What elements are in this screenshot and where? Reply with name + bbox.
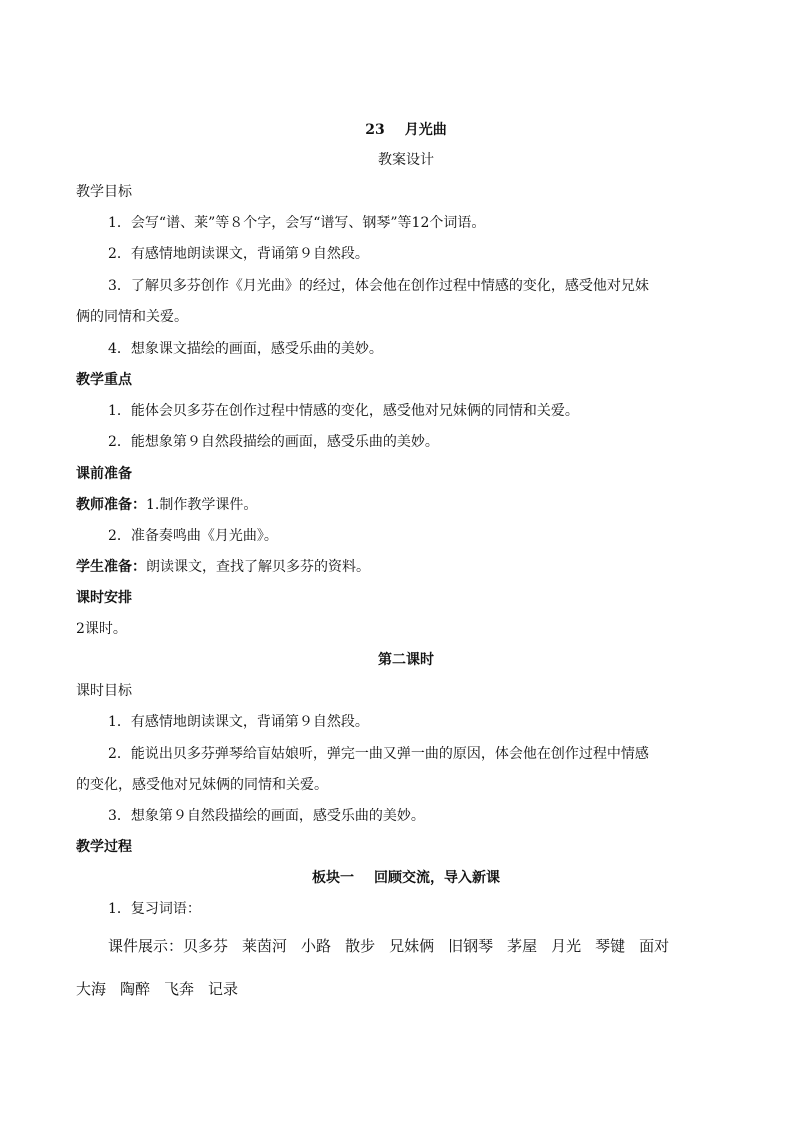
- vocabulary-word: 飞奔: [164, 980, 195, 998]
- vocabulary-word: 旧钢琴: [448, 937, 494, 955]
- teacher-preparation: [76, 495, 736, 515]
- vocabulary-word: 大海: [76, 980, 107, 998]
- teacher-preparation-item-1: 1.制作教学课件。: [146, 497, 258, 513]
- document-subtitle: 教案设计: [378, 152, 434, 168]
- block-subtitle: 回顾交流，导入新课: [374, 870, 500, 886]
- student-preparation: [76, 557, 736, 577]
- schedule-text: 2课时。: [76, 621, 127, 637]
- vocabulary-list-2: [76, 979, 736, 999]
- vocabulary-word: 贝多芬: [183, 937, 229, 955]
- lesson-2-goal-1: 1．有感情地朗读课文，背诵第９自然段。: [108, 714, 369, 730]
- goal-item-3-continued: 俩的同情和关爱。: [76, 309, 188, 325]
- lesson-number: 23: [365, 122, 385, 138]
- vocabulary-word: 兄妹俩: [389, 937, 435, 955]
- lesson-2-goal-2: 2．能说出贝多芬弹琴给盲姑娘听，弹完一曲又弹一曲的原因，体会他在创作过程中情感: [108, 746, 649, 762]
- vocabulary-word: 茅屋: [507, 937, 538, 955]
- key-point-item-2: 2．能想象第９自然段描绘的画面，感受乐曲的美妙。: [108, 434, 439, 450]
- lesson-2-goal-3: 3．想象第９自然段描绘的画面，感受乐曲的美妙。: [108, 808, 425, 824]
- student-preparation-label: 学生准备：: [76, 559, 146, 575]
- teacher-preparation-label: 教师准备：: [76, 497, 146, 513]
- teacher-preparation-item-2: 2．准备奏鸣曲《月光曲》。: [108, 528, 278, 544]
- vocabulary-word: 面对: [639, 937, 670, 955]
- vocabulary-word: 小路: [301, 937, 332, 955]
- courseware-line-1: [76, 936, 736, 956]
- lesson-2-heading: 第二课时: [378, 652, 434, 668]
- process-heading: 教学过程: [76, 839, 132, 855]
- schedule-heading: 课时安排: [76, 590, 132, 606]
- goal-item-3: 3．了解贝多芬创作《月光曲》的经过，体会他在创作过程中情感的变化，感受他对兄妹: [108, 278, 649, 294]
- vocabulary-word: 月光: [551, 937, 582, 955]
- vocabulary-word: 散步: [345, 937, 376, 955]
- goal-item-2: 2．有感情地朗读课文，背诵第９自然段。: [108, 246, 369, 262]
- lesson-2-goal-2-continued: 的变化，感受他对兄妹俩的同情和关爱。: [76, 777, 328, 793]
- goals-heading: 教学目标: [76, 184, 132, 200]
- vocabulary-word: 莱茵河: [242, 937, 288, 955]
- vocabulary-word: 记录: [208, 980, 239, 998]
- block-heading: [76, 868, 736, 888]
- goal-item-1: 1．会写“谱、莱”等８个字，会写“谱写、钢琴”等12个词语。: [108, 215, 486, 231]
- key-point-item-1: 1．能体会贝多芬在创作过程中情感的变化，感受他对兄妹俩的同情和关爱。: [108, 403, 579, 419]
- goal-item-4: 4．想象课文描绘的画面，感受乐曲的美妙。: [108, 341, 383, 357]
- student-preparation-text: 朗读课文，查找了解贝多芬的资料。: [146, 559, 370, 575]
- step-1: 1．复习词语：: [108, 901, 201, 917]
- lesson-name: 月光曲: [404, 122, 447, 138]
- vocabulary-list-1: [183, 937, 683, 955]
- vocabulary-word: 琴键: [595, 937, 626, 955]
- vocabulary-word: 陶醉: [120, 980, 151, 998]
- key-points-heading: 教学重点: [76, 372, 132, 388]
- lesson-title: [76, 120, 736, 140]
- preparation-heading: 课前准备: [76, 466, 132, 482]
- block-title: 板块一: [312, 870, 354, 886]
- courseware-label: 课件展示：: [108, 937, 184, 955]
- lesson-2-goals-heading: 课时目标: [76, 683, 132, 699]
